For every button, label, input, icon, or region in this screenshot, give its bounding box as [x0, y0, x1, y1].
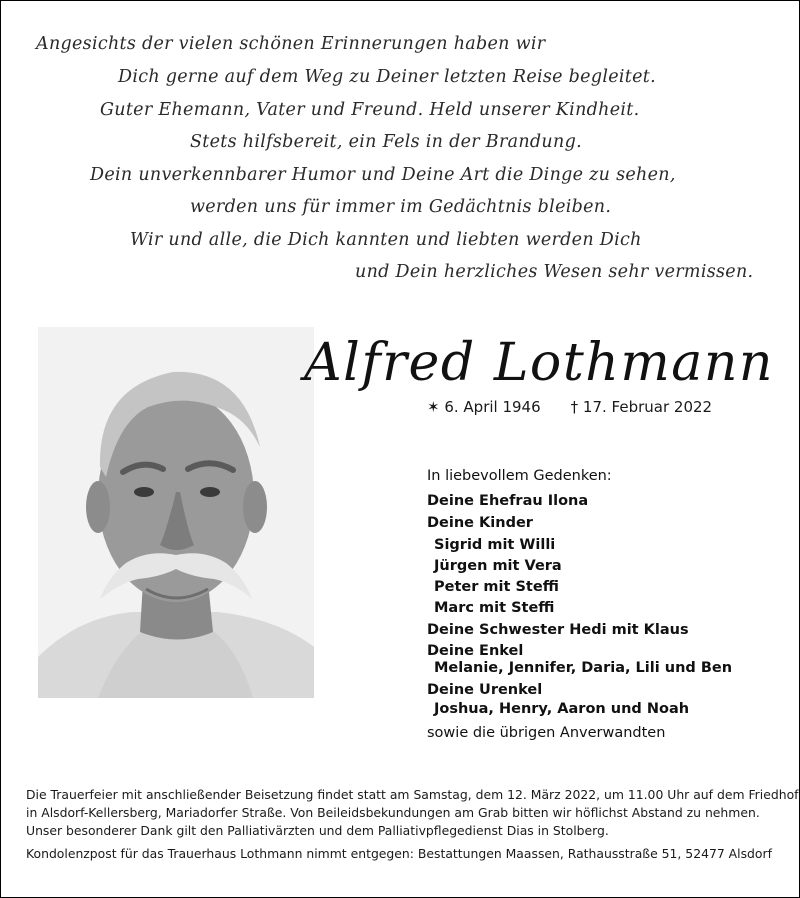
family-member: Deine Urenkel	[427, 682, 543, 698]
poem-line: Wir und alle, die Dich kannten und liebten werden Dich	[130, 230, 642, 250]
death-date: † 17. Februar 2022	[570, 398, 713, 416]
birth-date: ✶ 6. April 1946	[427, 398, 541, 416]
condolence-address: Kondolenzpost für das Trauerhaus Lothmann nimmt entgegen: Bestattungen Maassen, Rathausstraße 51, 52477 Alsdorf	[26, 846, 772, 861]
poem-line: Dich gerne auf dem Weg zu Deiner letzten Reise begleitet.	[118, 67, 656, 87]
family-member: Deine Ehefrau Ilona	[427, 493, 589, 509]
name-script	[300, 318, 780, 402]
family-member: Deine Kinder	[427, 515, 533, 531]
poem-line: Angesichts der vielen schönen Erinnerungen haben wir	[36, 34, 546, 54]
poem-line: werden uns für immer im Gedächtnis bleiben.	[190, 197, 612, 217]
family-member: Marc mit Steffi	[434, 600, 555, 616]
family-member: Joshua, Henry, Aaron und Noah	[434, 701, 690, 717]
notice-line: Unser besonderer Dank gilt den Palliativärzten und dem Palliativpflegedienst Dias in Stolberg.	[26, 823, 609, 838]
family-intro: In liebevollem Gedenken:	[427, 468, 612, 484]
family-member: Peter mit Steffi	[434, 579, 559, 595]
family-member: Sigrid mit Willi	[434, 537, 556, 553]
deceased-name	[300, 318, 780, 402]
family-member: Deine Enkel	[427, 643, 524, 659]
family-member: Jürgen mit Vera	[434, 558, 562, 574]
poem-line: Guter Ehemann, Vater und Freund. Held unserer Kindheit.	[100, 100, 640, 120]
notice-line: Die Trauerfeier mit anschließender Beisetzung findet statt am Samstag, dem 12. März 2022, um 11.00 Uhr auf dem Friedhof	[26, 787, 799, 802]
poem-line: Dein unverkennbarer Humor und Deine Art die Dinge zu sehen,	[90, 165, 676, 185]
deceased-name-text: Alfred Lothmann	[300, 333, 774, 393]
portrait-photo	[38, 327, 314, 698]
portrait-illustration	[38, 327, 314, 698]
family-member: Melanie, Jennifer, Daria, Lili und Ben	[434, 660, 733, 676]
funeral-notice	[26, 786, 799, 863]
life-dates	[427, 398, 712, 416]
poem-line: Stets hilfsbereit, ein Fels in der Brandung.	[190, 132, 582, 152]
notice-line: in Alsdorf-Kellersberg, Mariadorfer Straße. Von Beileidsbekundungen am Grab bitten wir höflichst Abstand zu nehmen.	[26, 805, 760, 820]
poem-line: und Dein herzliches Wesen sehr vermissen.	[355, 262, 754, 282]
family-closing: sowie die übrigen Anverwandten	[427, 725, 666, 741]
family-member: Deine Schwester Hedi mit Klaus	[427, 622, 689, 638]
